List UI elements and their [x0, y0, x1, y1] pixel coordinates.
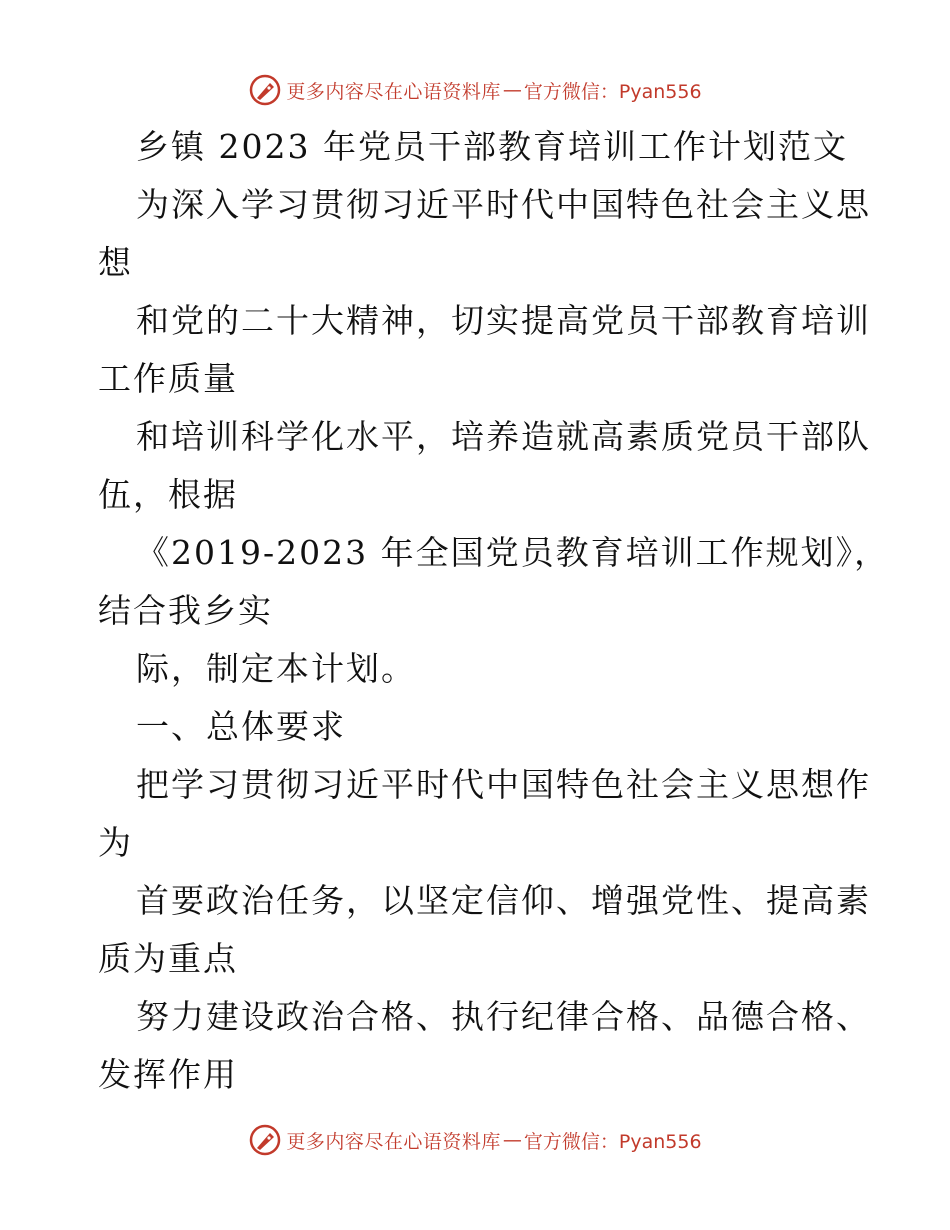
banner-official-wechat: 官方微信：Pyan556 [523, 1130, 702, 1153]
body-line-15: 努力建设政治合格、执行纪律合格、品德合格、 [136, 997, 871, 1036]
banner-site-text: 更多内容尽在心语资料库 [286, 80, 501, 103]
section-heading-1: 一、总体要求 [136, 707, 346, 746]
body-line-13: 首要政治任务，以坚定信仰、增强党性、提高素 [136, 881, 871, 920]
pen-nib-logo-icon [248, 73, 282, 107]
body-line-12: 为 [98, 823, 133, 862]
body-line-6: 伍，根据 [98, 475, 238, 514]
body-line-16: 发挥作用 [98, 1055, 238, 1094]
banner-official-wechat: 官方微信：Pyan556 [523, 80, 702, 103]
body-line-9: 际，制定本计划。 [136, 649, 416, 688]
pen-nib-logo-icon [248, 1123, 282, 1157]
body-line-2: 想 [98, 243, 133, 282]
body-line-1: 为深入学习贯彻习近平时代中国特色社会主义思 [136, 185, 871, 224]
body-line-8: 结合我乡实 [98, 591, 273, 630]
body-line-5: 和培训科学化水平，培养造就高素质党员干部队 [136, 417, 871, 456]
body-line-4: 工作质量 [98, 359, 238, 398]
banner-separator: — [502, 1129, 522, 1151]
banner-separator: — [502, 79, 522, 101]
body-line-3: 和党的二十大精神，切实提高党员干部教育培训 [136, 301, 871, 340]
body-line-11: 把学习贯彻习近平时代中国特色社会主义思想作 [136, 765, 871, 804]
document-body [98, 118, 890, 1104]
footer-banner [0, 1120, 950, 1160]
header-banner [0, 70, 950, 110]
body-line-14: 质为重点 [98, 939, 238, 978]
document-title: 乡镇 2023 年党员干部教育培训工作计划范文 [136, 127, 848, 166]
banner-site-text: 更多内容尽在心语资料库 [286, 1130, 501, 1153]
body-line-7: 《2019-2023 年全国党员教育培训工作规划》， [136, 533, 890, 572]
